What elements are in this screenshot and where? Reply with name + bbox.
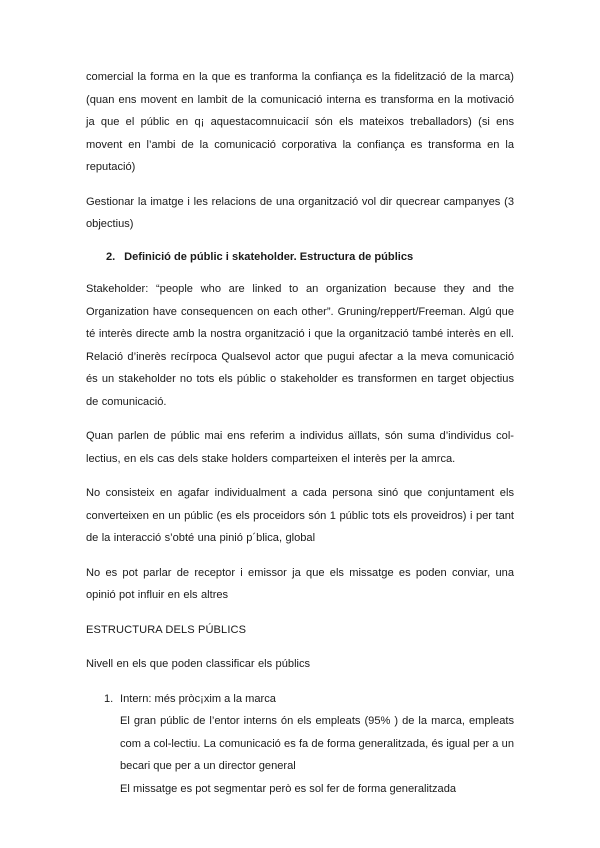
section-number: 2. — [106, 250, 116, 263]
heading-estructura-publics: ESTRUCTURA DELS PÚBLICS — [86, 623, 247, 636]
spacer — [86, 268, 514, 278]
paragraph-interaccio: No consisteix en agafar individualment a cada persona sinó que conjuntament els converteixen en un públic (es els proceidors són 1 públic tots els proveidros) i per tant de la interacció s’obté una pinió p´blica, global — [86, 487, 514, 544]
spacer — [86, 607, 514, 619]
paragraph-stakeholder: Stakeholder: “people who are linked to an organization because they and the Organization have consequencen on each other”. Gruning/reppert/Freeman. Algú que té interès directe amb la nostra organització i que la organització també interès en ell. Relació d’inerès recírpoca Qualsevol actor que pugui afectar a la meva comunicació és un stakeholder no tots els públic o stakeholder es transformen en target objectius de comunicació. — [86, 283, 514, 408]
section-title: Definició de públic i skateholder. Estructura de públics — [124, 250, 414, 263]
paragraph-nivell: Nivell en els que poden classificar els públics — [86, 658, 311, 670]
spacer — [86, 236, 514, 246]
paragraph-public: Quan parlen de públic mai ens referim a individus aïllats, són suma d’individus col-lectius, en els cas dels stake holders comparteixen el interès per la amrca. — [86, 430, 514, 465]
numbered-list — [86, 688, 514, 801]
list-item-number: 1. — [104, 692, 114, 705]
spacer — [86, 413, 514, 425]
paragraph-fidelitzacio: comercial la forma en la que es tranforma la confiança es la fidelització de la marca) (quan ens movent en lambit de la comunicació interna es transforma en la motivació ja que el públic en q¡ aquestacomnuicacií són els mateixos treballadors) (si ens movent en l’ambi de la comunicació corporativa la confiança es transforma en la reputació) — [86, 71, 514, 173]
paragraph-gestionar-imatge: Gestionar la imatge i les relacions de una organització vol dir quecrear campanyes (3 objectius) — [86, 195, 514, 230]
list-item-text: El missatge es pot segmentar però es sol fer de forma generalitzada — [120, 782, 457, 795]
list-item-title: Intern: més pròc¡xim a la marca — [120, 692, 276, 705]
paragraph-receptor-emissor: No es pot parlar de receptor i emissor ja que els missatge es poden conviar, una opinió pot influir en els altres — [86, 566, 514, 601]
spacer — [86, 641, 514, 653]
spacer — [86, 179, 514, 191]
spacer — [86, 676, 514, 688]
section-heading-definicio — [86, 246, 514, 269]
list-item-text: El gran públic de l’entor interns ón els empleats (95% ) de la marca, empleats com a col-lectiu. La comunicació es fa de forma generalitzada, és igual per a un becari que per a un director general — [120, 715, 514, 772]
document-page — [86, 66, 514, 800]
spacer — [86, 550, 514, 562]
spacer — [86, 470, 514, 482]
list-item — [86, 688, 514, 801]
